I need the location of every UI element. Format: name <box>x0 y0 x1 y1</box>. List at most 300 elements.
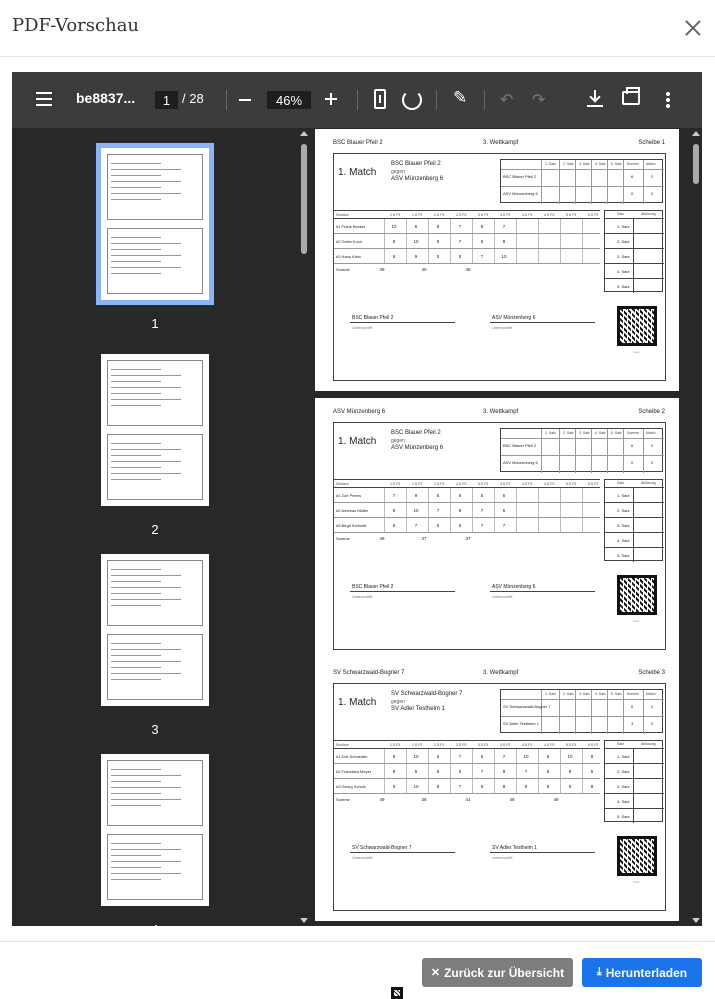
home-team: BSC Blauer Pfeil 2 <box>391 430 441 436</box>
set-divider <box>633 779 634 793</box>
set-divider <box>633 533 634 547</box>
pdf-page <box>315 659 679 921</box>
shot-value: 5 <box>480 493 484 498</box>
undo-icon[interactable]: ↶ <box>500 90 514 109</box>
match-card <box>333 422 666 650</box>
page-scrollbar[interactable] <box>690 128 702 926</box>
thumbnail-sidebar <box>12 128 310 937</box>
signature-line <box>490 852 595 853</box>
thumbnail-line <box>111 479 161 480</box>
shot-value: 8 <box>480 224 484 229</box>
summary-col-line <box>559 160 560 204</box>
summary-header: 4. Satz <box>595 692 606 696</box>
summary-row-line <box>501 169 664 170</box>
summary-col-line <box>541 690 542 734</box>
thumbnail-sheet <box>107 154 203 220</box>
set-label: 2. Satz <box>617 508 630 513</box>
shooter-name: #2 Andreas Müller <box>336 508 369 513</box>
shot-value: 9 <box>568 784 572 789</box>
sets-header: Satz <box>617 481 625 485</box>
set-divider <box>633 749 634 763</box>
score-column-header: 3.S P2 <box>500 213 511 217</box>
summary-header: Summe <box>627 692 640 696</box>
summary-header: 1. Satz <box>545 692 556 696</box>
thumbnail-line <box>111 769 161 770</box>
score-column-header: 2.S P2 <box>456 213 467 217</box>
thumbnail-line <box>111 449 181 450</box>
sum-value: 48 <box>379 536 385 541</box>
score-table <box>334 740 600 810</box>
signature-team-left: BSC Blauer Pfeil 2 <box>352 315 394 321</box>
summary-match: 0 <box>651 460 654 465</box>
scroll-up-icon[interactable] <box>300 131 308 136</box>
summary-col-line <box>575 160 576 204</box>
set-row <box>605 793 664 808</box>
sum-row <box>334 264 600 279</box>
shot-value: 9 <box>392 769 396 774</box>
shot-value: 8 <box>436 784 440 789</box>
set-label: 4. Satz <box>617 538 630 543</box>
signature-team-right: SV Adler Testheim 1 <box>492 845 537 851</box>
fit-page-icon[interactable] <box>374 89 386 109</box>
thumbnail-line <box>111 467 161 468</box>
thumbnail-line <box>111 781 161 782</box>
shot-value: 6 <box>392 254 396 259</box>
set-row <box>605 278 664 293</box>
thumbnail-sheet <box>107 760 203 826</box>
sidebar-scrollbar[interactable] <box>298 128 310 926</box>
table-row <box>334 249 600 264</box>
set-label: 3. Satz <box>617 784 630 789</box>
signature-team-left: BSC Blauer Pfeil 2 <box>352 584 394 590</box>
shooter-name: #2 Greta Koch <box>336 239 362 244</box>
download-button-label: Herunterladen <box>605 965 688 980</box>
signature-line <box>350 591 455 592</box>
shot-value: 5 <box>392 784 396 789</box>
shot-value: 9 <box>392 508 396 513</box>
set-label: 5. Satz <box>617 284 630 289</box>
shooter-name: #1 Zoe Peters <box>336 493 362 498</box>
scrollbar-thumb[interactable] <box>693 144 699 184</box>
sets-header: Ablösung <box>641 742 656 746</box>
score-column-header: 2.S P1 <box>434 743 445 747</box>
summary-row-line <box>501 186 664 187</box>
toolbar-divider <box>436 90 437 110</box>
pdf-toolbar <box>12 72 702 128</box>
qr-caption: Scan <box>633 350 640 354</box>
set-row <box>605 233 664 248</box>
away-team: SV Adler Testheim 1 <box>391 706 445 712</box>
shot-value: 6 <box>436 769 440 774</box>
thumbnail-line <box>111 243 181 244</box>
toolbar-divider <box>484 90 485 110</box>
sum-value: 41 <box>465 797 471 802</box>
versus-label: gegen <box>391 438 405 444</box>
sets-table <box>604 210 663 292</box>
match-title: 1. Match <box>338 167 377 178</box>
score-table-header <box>334 210 600 219</box>
shot-value: 9 <box>414 493 418 498</box>
shot-value: 8 <box>436 224 440 229</box>
summary-row-line <box>501 438 664 439</box>
summary-team: SV Adler Testheim 1 <box>503 721 539 726</box>
shot-value: 6 <box>414 224 418 229</box>
thumbnail-line <box>111 775 181 776</box>
qr-code-icon <box>617 836 657 876</box>
summary-col-line <box>623 690 624 734</box>
signature-caption: Unterschrift <box>352 325 373 330</box>
thumbnail-sheet <box>107 228 203 294</box>
set-divider <box>633 809 634 823</box>
thumbnail-line <box>111 375 181 376</box>
shooter-name: #1 Erik Schneider <box>336 754 368 759</box>
sum-label: Summe <box>336 536 350 541</box>
score-column-header: 5.S P1 <box>566 743 577 747</box>
shot-value: 10 <box>523 754 529 759</box>
download-icon[interactable] <box>587 90 603 108</box>
thumbnail-line <box>111 193 181 194</box>
summary-match: 0 <box>651 721 654 726</box>
set-divider <box>633 518 634 532</box>
summary-match: 0 <box>651 191 654 196</box>
shot-value: 8 <box>392 239 396 244</box>
thumbnail-line <box>111 581 161 582</box>
set-divider <box>633 794 634 808</box>
thumbnail-line <box>111 843 161 844</box>
sum-value: 45 <box>465 267 471 272</box>
summary-row-line <box>501 716 664 717</box>
set-divider <box>633 548 634 562</box>
score-column-header: 3.S P1 <box>478 213 489 217</box>
score-column-header: 3.S P1 <box>478 482 489 486</box>
score-table <box>334 479 600 549</box>
qr-code-icon <box>617 575 657 615</box>
back-button-label: Zurück zur Übersicht <box>444 965 565 980</box>
scrollbar-thumb[interactable] <box>301 144 307 254</box>
set-label: 2. Satz <box>617 769 630 774</box>
page-thumbnail[interactable] <box>101 148 209 300</box>
summary-col-line <box>623 429 624 473</box>
set-label: 3. Satz <box>617 254 630 259</box>
shot-value: 7 <box>502 523 506 528</box>
score-column-header: 1.S P1 <box>390 482 401 486</box>
summary-col-line <box>643 429 644 473</box>
more-options-icon[interactable] <box>666 92 670 108</box>
scroll-down-icon[interactable] <box>300 918 308 923</box>
table-row <box>334 219 600 234</box>
sets-table <box>604 740 663 822</box>
summary-team: BSC Blauer Pfeil 2 <box>503 174 537 179</box>
print-icon[interactable] <box>622 91 640 105</box>
thumbnail-line <box>111 587 181 588</box>
set-divider <box>633 264 634 278</box>
thumbnail-sheet <box>107 560 203 626</box>
signature-team-right: ASV Münzenberg 6 <box>492 584 536 590</box>
thumbnail-line <box>111 181 181 182</box>
scroll-down-icon[interactable] <box>692 918 700 923</box>
summary-col-line <box>559 429 560 473</box>
pdf-page-area <box>310 128 702 926</box>
sum-value: 40 <box>421 267 427 272</box>
score-column-header: 3.S P1 <box>478 743 489 747</box>
sets-header: Ablösung <box>641 212 656 216</box>
summary-header: 3. Satz <box>579 162 590 166</box>
score-column-header: 3.S P2 <box>500 482 511 486</box>
away-team: ASV Münzenberg 6 <box>391 445 444 451</box>
shot-value: 7 <box>458 754 462 759</box>
thumbnail-line <box>111 267 181 268</box>
redo-icon[interactable]: ↷ <box>532 90 546 109</box>
shot-value: 7 <box>392 493 396 498</box>
thumbnail-label: 3 <box>151 722 159 737</box>
summary-col-line <box>643 690 644 734</box>
score-column-header: 1.S P1 <box>390 743 401 747</box>
shot-value: 7 <box>480 769 484 774</box>
summary-total: 6 <box>631 704 634 709</box>
signature-line <box>350 322 455 323</box>
thumbnail-label: 2 <box>151 522 159 537</box>
thumbnail-line <box>111 405 161 406</box>
shot-value: 7 <box>524 769 528 774</box>
summary-col-line <box>575 429 576 473</box>
score-table-header <box>334 479 600 488</box>
summary-total: 0 <box>631 460 634 465</box>
thumbnail-line <box>111 787 181 788</box>
sum-label: Summe <box>336 797 350 802</box>
toolbar-divider <box>226 90 227 110</box>
score-column-header: 4.S P2 <box>544 743 555 747</box>
shot-value: 5 <box>502 493 506 498</box>
summary-team: ASV Münzenberg 6 <box>503 460 538 465</box>
set-label: 2. Satz <box>617 239 630 244</box>
thumbnail-line <box>111 673 181 674</box>
match-summary-table <box>500 689 663 733</box>
shot-value: 6 <box>502 508 506 513</box>
set-row <box>605 532 664 547</box>
thumbnail-line <box>111 879 161 880</box>
thumbnail-line <box>111 273 161 274</box>
score-column-header: 5.S P2 <box>588 743 599 747</box>
zoom-input[interactable]: 46% <box>267 91 311 109</box>
shot-value: 10 <box>391 224 397 229</box>
pdf-page <box>315 129 679 391</box>
set-divider <box>633 279 634 293</box>
thumbnail-sheet <box>107 434 203 500</box>
thumbnail-line <box>111 799 181 800</box>
set-row <box>605 808 664 823</box>
rotate-icon[interactable] <box>402 90 422 110</box>
shot-value: 7 <box>480 523 484 528</box>
table-row <box>334 234 600 249</box>
set-label: 1. Satz <box>617 754 630 759</box>
table-row <box>334 488 600 503</box>
match-card <box>333 683 666 911</box>
thumbnail-line <box>111 249 161 250</box>
set-label: 5. Satz <box>617 814 630 819</box>
match-card <box>333 153 666 381</box>
score-table <box>334 210 600 280</box>
set-row <box>605 263 664 278</box>
qr-code-icon <box>617 306 657 346</box>
shot-value: 8 <box>458 254 462 259</box>
zoom-in-icon[interactable] <box>325 93 337 105</box>
page-number-input[interactable]: 1 <box>155 91 178 109</box>
thumbnail-line <box>111 643 161 644</box>
shot-value: 6 <box>590 769 594 774</box>
thumbnail-line <box>111 873 181 874</box>
set-divider <box>633 234 634 248</box>
download-button[interactable] <box>582 958 702 987</box>
versus-label: gegen <box>391 169 405 175</box>
thumbnail-line <box>111 861 181 862</box>
score-column-header: 4.S P2 <box>544 482 555 486</box>
thumbnail-line <box>111 255 181 256</box>
shot-value: 7 <box>458 784 462 789</box>
sum-value: 46 <box>509 797 515 802</box>
table-row <box>334 749 600 764</box>
signature-line <box>490 591 595 592</box>
summary-header: 5. Satz <box>611 431 622 435</box>
thumbnail-line <box>111 399 181 400</box>
thumbnail-line <box>111 169 181 170</box>
summary-col-line <box>591 160 592 204</box>
page-header-team: BSC Blauer Pfeil 2 <box>333 140 383 146</box>
summary-col-line <box>559 690 560 734</box>
shot-value: 5 <box>458 523 462 528</box>
page-header-competition: 3. Wettkampf <box>483 140 519 146</box>
summary-header: 1. Satz <box>545 162 556 166</box>
sum-row <box>334 533 600 548</box>
thumbnail-line <box>111 199 161 200</box>
signature-caption: Unterschrift <box>492 855 513 860</box>
qr-caption: Scan <box>633 880 640 884</box>
shot-value: 9 <box>458 508 462 513</box>
back-to-overview-button[interactable] <box>422 958 573 987</box>
summary-col-line <box>591 690 592 734</box>
thumbnail-line <box>111 569 161 570</box>
shot-value: 7 <box>458 224 462 229</box>
menu-icon[interactable] <box>36 92 52 106</box>
shot-value: 5 <box>436 239 440 244</box>
shooter-name: #3 Hans Klein <box>336 254 361 259</box>
shot-value: 6 <box>458 493 462 498</box>
score-column-header: 5.S P1 <box>566 213 577 217</box>
page-thumbnail[interactable] <box>101 554 209 706</box>
page-header-competition: 3. Wettkampf <box>483 670 519 676</box>
signature-caption: Unterschrift <box>492 325 513 330</box>
score-column-header: 4.S P1 <box>522 482 533 486</box>
shot-value: 8 <box>546 784 550 789</box>
shot-value: 9 <box>392 754 396 759</box>
annotate-icon[interactable]: ✎ <box>453 88 468 108</box>
summary-header: Summe <box>627 431 640 435</box>
summary-header: 3. Satz <box>579 431 590 435</box>
shot-value: 6 <box>480 784 484 789</box>
summary-header: 2. Satz <box>563 162 574 166</box>
score-column-header: 1.S P1 <box>390 213 401 217</box>
set-row <box>605 248 664 263</box>
close-icon[interactable] <box>683 18 703 38</box>
summary-header: 2. Satz <box>563 431 574 435</box>
score-column-header: 2.S P2 <box>456 482 467 486</box>
table-row <box>334 503 600 518</box>
shot-value: 9 <box>524 784 528 789</box>
pdf-page <box>315 398 679 660</box>
download-icon: ⤓ <box>596 966 602 978</box>
summary-header: Match <box>646 431 656 435</box>
thumbnail-line <box>111 443 161 444</box>
summary-col-line <box>541 429 542 473</box>
shot-value: 6 <box>546 769 550 774</box>
shot-value: 9 <box>414 254 418 259</box>
signature-team-left: SV Schwarzwald-Bogner 7 <box>352 845 412 851</box>
set-divider <box>633 488 634 502</box>
modal-footer <box>0 941 715 999</box>
thumbnail-line <box>111 369 161 370</box>
thumbnail-line <box>111 793 161 794</box>
summary-total: 0 <box>631 191 634 196</box>
shot-value: 7 <box>502 754 506 759</box>
set-label: 5. Satz <box>617 553 630 558</box>
set-label: 1. Satz <box>617 493 630 498</box>
score-column-header: 1.S P2 <box>412 213 423 217</box>
sum-value: 38 <box>421 797 427 802</box>
score-column-header: Schütze <box>336 213 349 217</box>
zoom-out-icon[interactable] <box>239 99 251 101</box>
thumbnail-line <box>111 187 161 188</box>
scroll-up-icon[interactable] <box>692 131 700 136</box>
page-thumbnail[interactable] <box>101 754 209 906</box>
summary-header: Match <box>646 692 656 696</box>
score-table-header <box>334 740 600 749</box>
document-title: be8837... <box>76 90 136 106</box>
set-label: 3. Satz <box>617 523 630 528</box>
shot-value: 10 <box>567 754 573 759</box>
score-column-header: 3.S P2 <box>500 743 511 747</box>
shot-value: 5 <box>480 239 484 244</box>
shot-value: 9 <box>502 769 506 774</box>
score-column-header: 5.S P2 <box>588 482 599 486</box>
set-row <box>605 748 664 763</box>
table-row <box>334 764 600 779</box>
shot-value: 8 <box>502 239 506 244</box>
close-icon: ✕ <box>430 967 441 979</box>
shot-value: 10 <box>413 239 419 244</box>
shot-value: 10 <box>413 508 419 513</box>
thumbnail-line <box>111 679 161 680</box>
summary-match: 2 <box>651 174 654 179</box>
summary-col-line <box>623 160 624 204</box>
summary-total: 3 <box>631 721 634 726</box>
summary-header: 5. Satz <box>611 162 622 166</box>
page-header-target: Scheibe 2 <box>638 409 665 415</box>
signature-line <box>350 852 455 853</box>
page-thumbnail[interactable] <box>101 354 209 506</box>
shot-value: 7 <box>414 523 418 528</box>
summary-header: Summe <box>627 162 640 166</box>
sum-label: Summe <box>336 267 350 272</box>
summary-header: 4. Satz <box>595 431 606 435</box>
summary-team: BSC Blauer Pfeil 2 <box>503 443 537 448</box>
score-column-header: 1.S P2 <box>412 482 423 486</box>
toolbar-divider <box>357 90 358 110</box>
thumbnail-line <box>111 667 161 668</box>
match-summary-table <box>500 159 663 203</box>
shot-value: 9 <box>568 769 572 774</box>
thumbnail-line <box>111 649 181 650</box>
score-column-header: 4.S P1 <box>522 743 533 747</box>
table-row <box>334 779 600 794</box>
